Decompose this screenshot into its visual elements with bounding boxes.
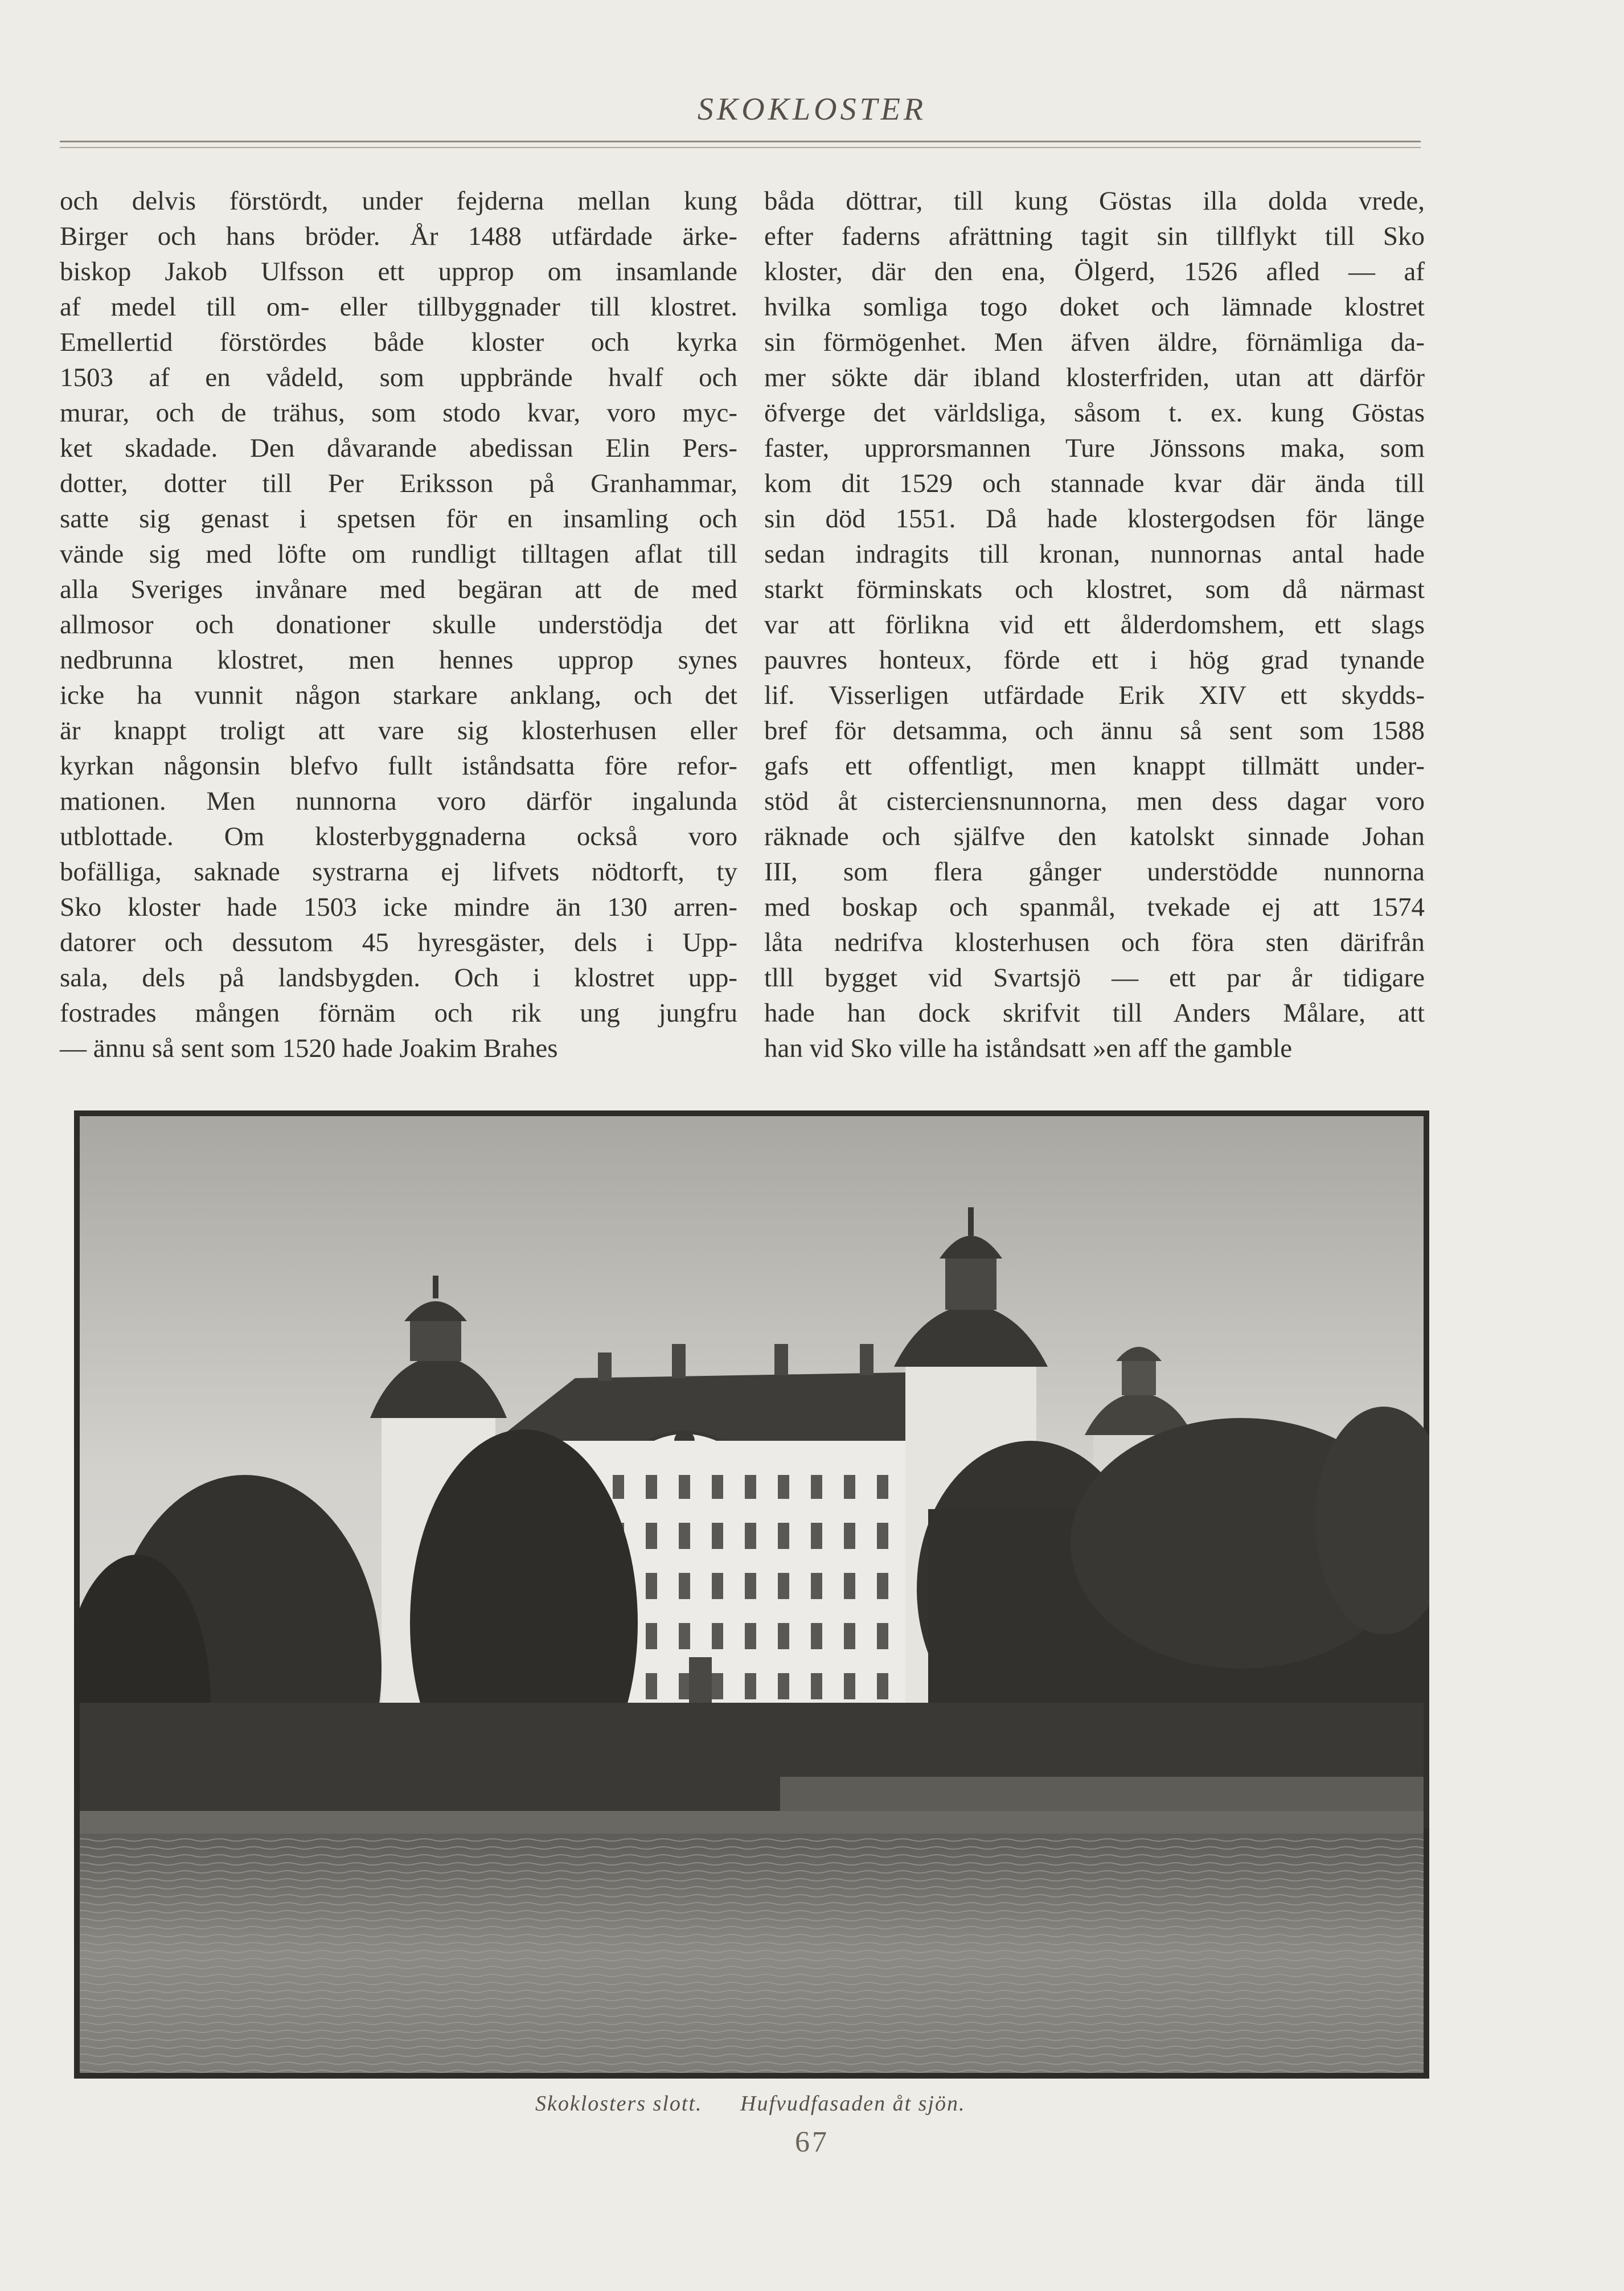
text-line: var att förlikna vid ett ålderdomshem, ett slags [764,610,1425,640]
text-line: gafs ett offentligt, men knappt tillmätt under- [764,751,1425,781]
text-line: mer sökte där ibland klosterfriden, utan att därför [764,363,1425,392]
text-line: — ännu så sent som 1520 hade Joakim Brahes [60,1034,558,1063]
text-line: kom dit 1529 och stannade kvar där ända till [764,469,1425,498]
text-line: dotter, dotter till Per Eriksson på Granhammar, [60,469,737,498]
text-line: biskop Jakob Ulfsson ett upprop om insamlande [60,257,737,286]
text-line: starkt förminskats och klostret, som då närmast [764,575,1425,604]
text-line: hade han dock skrifvit till Anders Målare, att [764,998,1425,1028]
text-line: fostrades mången förnäm och rik ung jungfru [60,998,737,1028]
text-line: låta nedrifva klosterhusen och föra sten därifrån [764,928,1425,957]
text-line: sin död 1551. Då hade klostergodsen för länge [764,504,1425,534]
text-line: bofälliga, saknade systrarna ej lifvets nödtorft, ty [60,857,737,887]
page-number: 67 [795,2126,829,2158]
stone-embankment [80,1811,1424,1834]
text-line: stöd åt cisterciensnunnorna, men dess dagar voro [764,786,1425,816]
figure-caption-place: Skoklosters slott. [535,2092,703,2116]
text-line: bref för detsamma, och ännu så sent som 1588 [764,716,1425,745]
text-line: vände sig med löfte om rundligt tilltagen aflat till [60,539,737,569]
text-line: ket skadade. Den dåvarande abedissan Elin Pers- [60,433,737,463]
text-line: murar, och de trähus, som stodo kvar, voro myc- [60,398,737,428]
text-line: med boskap och spanmål, tvekade ej att 1574 [764,892,1425,922]
left-text-column [60,183,737,1066]
text-line: räknade och själfve den katolskt sinnade Johan [764,822,1425,851]
text-line: tlll bygget vid Svartsjö — ett par år tidigare [764,963,1425,993]
text-line: hvilka somliga togo doket och lämnade klostret [764,292,1425,322]
text-line: sala, dels på landsbygden. Och i klostret upp- [60,963,737,993]
text-line: Birger och hans bröder. År 1488 utfärdade ärke- [60,222,737,251]
running-title: SKOKLOSTER [697,92,927,127]
text-line: sin förmögenhet. Men äfven äldre, förnämliga da- [764,327,1425,357]
text-line: lif. Visserligen utfärdade Erik XIV ett skydds- [764,681,1425,710]
text-line: sedan indragits till kronan, nunnornas antal hade [764,539,1425,569]
right-text-column [764,183,1425,1066]
text-line: kyrkan någonsin blefvo fullt iståndsatta före refor- [60,751,737,781]
text-line: icke ha vunnit någon starkare anklang, och det [60,681,737,710]
text-line: alla Sveriges invånare med begäran att de med [60,575,737,604]
text-line: satte sig genast i spetsen för en insamling och [60,504,737,534]
text-line: båda döttrar, till kung Göstas illa dolda vrede, [764,186,1425,216]
castle-photograph [74,1110,1429,2079]
text-line: 1503 af en vådeld, som uppbrände hvalf och [60,363,737,392]
text-line: utblottade. Om klosterbyggnaderna också voro [60,822,737,851]
text-line: faster, upprorsmannen Ture Jönssons maka, som [764,433,1425,463]
text-line: pauvres honteux, förde ett i hög grad tynande [764,645,1425,675]
text-line: är knappt troligt att vare sig klosterhusen eller [60,716,737,745]
text-line: öfverge det världsliga, såsom t. ex. kung Göstas [764,398,1425,428]
text-line: Sko kloster hade 1503 icke mindre än 130 arren- [60,892,737,922]
header-rule-thin [60,147,1421,148]
text-line: III, som flera gånger understödde nunnorna [764,857,1425,887]
text-line: kloster, där den ena, Ölgerd, 1526 afled — af [764,257,1425,286]
text-line: allmosor och donationer skulle understödja det [60,610,737,640]
text-line: mationen. Men nunnorna voro därför ingalunda [60,786,737,816]
text-line: han vid Sko ville ha iståndsatt »en aff the gamble [764,1034,1293,1063]
figure-caption-description: Hufvudfasaden åt sjön. [740,2092,966,2116]
text-line: och delvis förstördt, under fejderna mellan kung [60,186,737,216]
text-line: af medel till om- eller tillbyggnader till klostret. [60,292,737,322]
header-rule [60,141,1421,142]
text-line: datorer och dessutom 45 hyresgäster, dels i Upp- [60,928,737,957]
text-line: efter faderns afrättning tagit sin tillflykt till Sko [764,222,1425,251]
text-line: Emellertid förstördes både kloster och kyrka [60,327,737,357]
text-line: nedbrunna klostret, men hennes upprop synes [60,645,737,675]
